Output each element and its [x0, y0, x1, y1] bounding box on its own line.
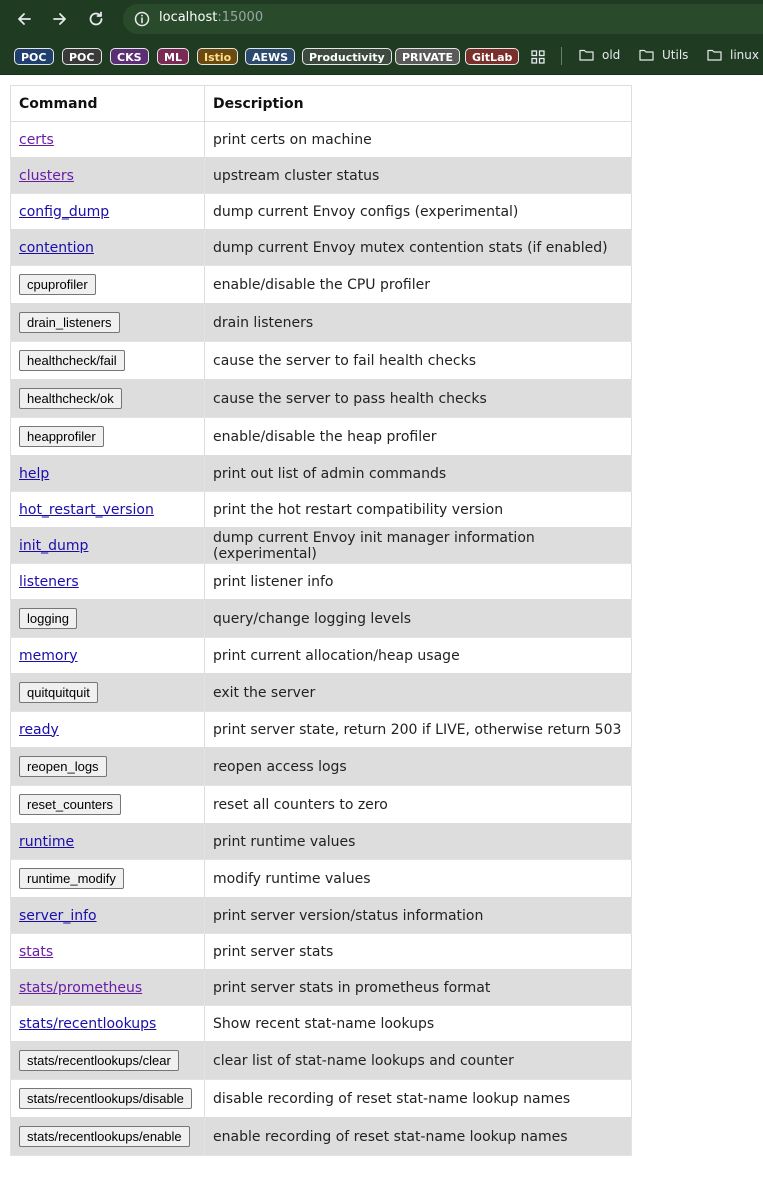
table-row: [11, 1006, 632, 1042]
table-row: [11, 492, 632, 528]
bookmark-tag[interactable]: GitLab: [465, 48, 519, 65]
bookmark-tag[interactable]: ML: [157, 48, 189, 65]
table-row: [11, 970, 632, 1006]
bookmark-tag[interactable]: POC: [14, 48, 54, 65]
command-link[interactable]: help: [19, 465, 50, 482]
description-cell: print server stats in prometheus format: [205, 970, 632, 1006]
command-button[interactable]: logging: [19, 608, 77, 629]
description-cell: print server state, return 200 if LIVE, otherwise return 503: [205, 712, 632, 748]
command-cell: [11, 304, 205, 342]
address-bar[interactable]: [123, 4, 763, 34]
command-cell: [11, 492, 205, 528]
command-link[interactable]: contention: [19, 239, 94, 256]
command-cell: [11, 898, 205, 934]
table-row: [11, 1080, 632, 1118]
command-cell: [11, 712, 205, 748]
description-cell: modify runtime values: [205, 860, 632, 898]
table-row: [11, 122, 632, 158]
description-cell: dump current Envoy mutex contention stats (if enabled): [205, 230, 632, 266]
description-cell: print current allocation/heap usage: [205, 638, 632, 674]
table-row: [11, 380, 632, 418]
table-row: [11, 860, 632, 898]
table-row: [11, 158, 632, 194]
command-cell: [11, 1042, 205, 1080]
bookmark-tag[interactable]: Productivity: [302, 48, 392, 65]
command-cell: [11, 824, 205, 860]
command-cell: [11, 1006, 205, 1042]
command-button[interactable]: cpuprofiler: [19, 274, 96, 295]
table-row: [11, 1118, 632, 1156]
description-cell: exit the server: [205, 674, 632, 712]
description-cell: print the hot restart compatibility version: [205, 492, 632, 528]
command-cell: [11, 786, 205, 824]
command-link[interactable]: runtime: [19, 833, 75, 850]
command-cell: [11, 456, 205, 492]
bookmark-tag[interactable]: Istio: [197, 48, 238, 65]
folder-label: Utils: [662, 48, 689, 62]
reload-icon[interactable]: [86, 9, 106, 29]
command-cell: [11, 970, 205, 1006]
command-cell: [11, 266, 205, 304]
command-link[interactable]: memory: [19, 647, 78, 664]
command-link[interactable]: listeners: [19, 573, 79, 590]
bookmark-folder-utils[interactable]: [639, 48, 688, 66]
folder-icon: [707, 48, 722, 61]
description-cell: print server stats: [205, 934, 632, 970]
command-cell: [11, 528, 205, 564]
command-cell: [11, 158, 205, 194]
forward-arrow-icon[interactable]: [50, 9, 70, 29]
table-row: [11, 418, 632, 456]
table-row: [11, 712, 632, 748]
table-row: [11, 304, 632, 342]
command-button[interactable]: quitquitquit: [19, 682, 98, 703]
description-cell: cause the server to fail health checks: [205, 342, 632, 380]
description-cell: reset all counters to zero: [205, 786, 632, 824]
command-button[interactable]: stats/recentlookups/disable: [19, 1088, 192, 1109]
table-row: [11, 564, 632, 600]
table-row: [11, 1042, 632, 1080]
description-cell: cause the server to pass health checks: [205, 380, 632, 418]
browser-chrome: [0, 0, 763, 75]
bookmark-folder-old[interactable]: [579, 48, 620, 66]
bookmark-tag[interactable]: PRIVATE: [395, 48, 460, 65]
command-link[interactable]: config_dump: [19, 203, 110, 220]
description-cell: dump current Envoy configs (experimental): [205, 194, 632, 230]
description-cell: query/change logging levels: [205, 600, 632, 638]
bookmark-tag[interactable]: POC: [62, 48, 102, 65]
description-cell: enable recording of reset stat-name lookup names: [205, 1118, 632, 1156]
command-cell: [11, 380, 205, 418]
browser-toolbar: [0, 0, 763, 38]
folder-label: old: [602, 48, 621, 62]
description-cell: drain listeners: [205, 304, 632, 342]
command-column-header: Command: [11, 86, 205, 122]
command-link[interactable]: stats: [19, 943, 54, 960]
command-cell: [11, 194, 205, 230]
command-button[interactable]: reset_counters: [19, 794, 121, 815]
table-row: [11, 194, 632, 230]
table-row: [11, 230, 632, 266]
command-cell: [11, 860, 205, 898]
command-cell: [11, 674, 205, 712]
command-link[interactable]: stats/prometheus: [19, 979, 143, 996]
description-cell: print certs on machine: [205, 122, 632, 158]
command-cell: [11, 1080, 205, 1118]
bookmark-folder-linux[interactable]: [707, 48, 759, 66]
command-link[interactable]: init_dump: [19, 537, 89, 554]
command-link[interactable]: hot_restart_version: [19, 501, 154, 518]
table-row: [11, 456, 632, 492]
command-cell: [11, 748, 205, 786]
url-text: [159, 10, 263, 25]
command-link[interactable]: server_info: [19, 907, 97, 924]
command-cell: [11, 230, 205, 266]
command-link[interactable]: certs: [19, 131, 54, 148]
command-button[interactable]: stats/recentlookups/clear: [19, 1050, 179, 1071]
folder-icon: [579, 48, 594, 61]
description-cell: dump current Envoy init manager information (experimental): [205, 528, 632, 564]
description-cell: print runtime values: [205, 824, 632, 860]
folder-icon: [639, 48, 654, 61]
command-cell: [11, 638, 205, 674]
table-row: [11, 824, 632, 860]
back-arrow-icon[interactable]: [14, 9, 34, 29]
description-cell: disable recording of reset stat-name lookup names: [205, 1080, 632, 1118]
description-cell: print out list of admin commands: [205, 456, 632, 492]
table-row: [11, 600, 632, 638]
bookmarks-separator: [561, 47, 562, 65]
table-row: [11, 528, 632, 564]
description-cell: reopen access logs: [205, 748, 632, 786]
description-cell: enable/disable the CPU profiler: [205, 266, 632, 304]
admin-commands-table: [10, 85, 632, 1156]
url-host: localhost: [159, 10, 218, 25]
description-cell: print server version/status information: [205, 898, 632, 934]
command-button[interactable]: heapprofiler: [19, 426, 104, 447]
command-cell: [11, 342, 205, 380]
description-cell: clear list of stat-name lookups and counter: [205, 1042, 632, 1080]
description-column-header: Description: [205, 86, 632, 122]
bookmark-tag[interactable]: CKS: [110, 48, 149, 65]
command-button[interactable]: healthcheck/ok: [19, 388, 122, 409]
command-cell: [11, 600, 205, 638]
table-row: [11, 266, 632, 304]
table-row: [11, 674, 632, 712]
description-cell: print listener info: [205, 564, 632, 600]
url-port: :15000: [217, 10, 264, 25]
description-cell: Show recent stat-name lookups: [205, 1006, 632, 1042]
site-info-icon[interactable]: [133, 10, 151, 28]
command-button[interactable]: reopen_logs: [19, 756, 107, 777]
command-link[interactable]: clusters: [19, 167, 74, 184]
command-cell: [11, 1118, 205, 1156]
command-cell: [11, 122, 205, 158]
command-cell: [11, 564, 205, 600]
command-cell: [11, 418, 205, 456]
command-button[interactable]: healthcheck/fail: [19, 350, 125, 371]
bookmark-tag[interactable]: AEWS: [245, 48, 295, 65]
table-row: [11, 934, 632, 970]
command-button[interactable]: runtime_modify: [19, 868, 124, 889]
description-cell: upstream cluster status: [205, 158, 632, 194]
command-link[interactable]: ready: [19, 721, 59, 738]
apps-grid-icon[interactable]: [531, 50, 545, 64]
command-cell: [11, 934, 205, 970]
description-cell: enable/disable the heap profiler: [205, 418, 632, 456]
table-row: [11, 898, 632, 934]
command-button[interactable]: drain_listeners: [19, 312, 120, 333]
table-row: [11, 342, 632, 380]
command-button[interactable]: stats/recentlookups/enable: [19, 1126, 190, 1147]
table-row: [11, 786, 632, 824]
table-row: [11, 638, 632, 674]
table-row: [11, 748, 632, 786]
folder-label: linux: [730, 48, 759, 62]
table-header-row: [11, 86, 632, 122]
command-link[interactable]: stats/recentlookups: [19, 1015, 157, 1032]
bookmarks-bar: [0, 38, 763, 75]
